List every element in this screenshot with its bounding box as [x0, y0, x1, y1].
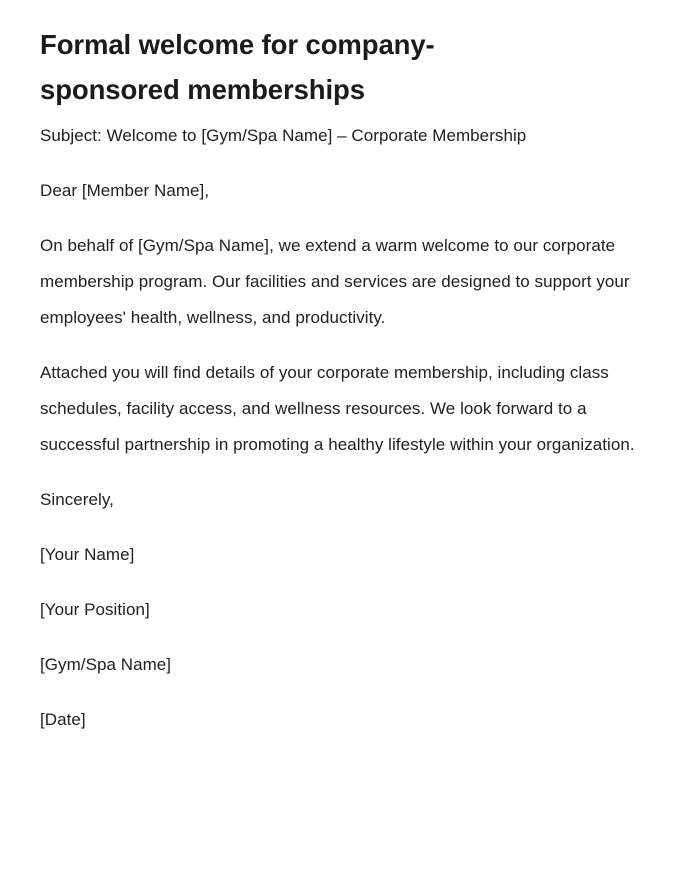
signature-date-placeholder: [Date] — [40, 710, 86, 729]
signature-position-placeholder: [Your Position] — [40, 600, 150, 619]
letter-paragraph-2: Attached you will find details of your corporate membership, including class schedules, facility access, and wellness resources. We look forward to a successful partnership in promoting a healthy lifestyle within your organization. — [40, 363, 635, 454]
letter-salutation: Dear [Member Name], — [40, 181, 210, 200]
letter-subject-line: Subject: Welcome to [Gym/Spa Name] – Corporate Membership — [40, 126, 527, 145]
letter-body — [40, 118, 640, 738]
letter-closing: Sincerely, — [40, 490, 114, 509]
signature-name-placeholder: [Your Name] — [40, 545, 135, 564]
signature-organization-placeholder: [Gym/Spa Name] — [40, 655, 172, 674]
letter-paragraph-1: On behalf of [Gym/Spa Name], we extend a warm welcome to our corporate membership program. Our facilities and services are designed to support your employees' health, wellness, and productivity. — [40, 236, 630, 327]
page-title: Formal welcome for company-sponsored memberships — [40, 29, 435, 105]
